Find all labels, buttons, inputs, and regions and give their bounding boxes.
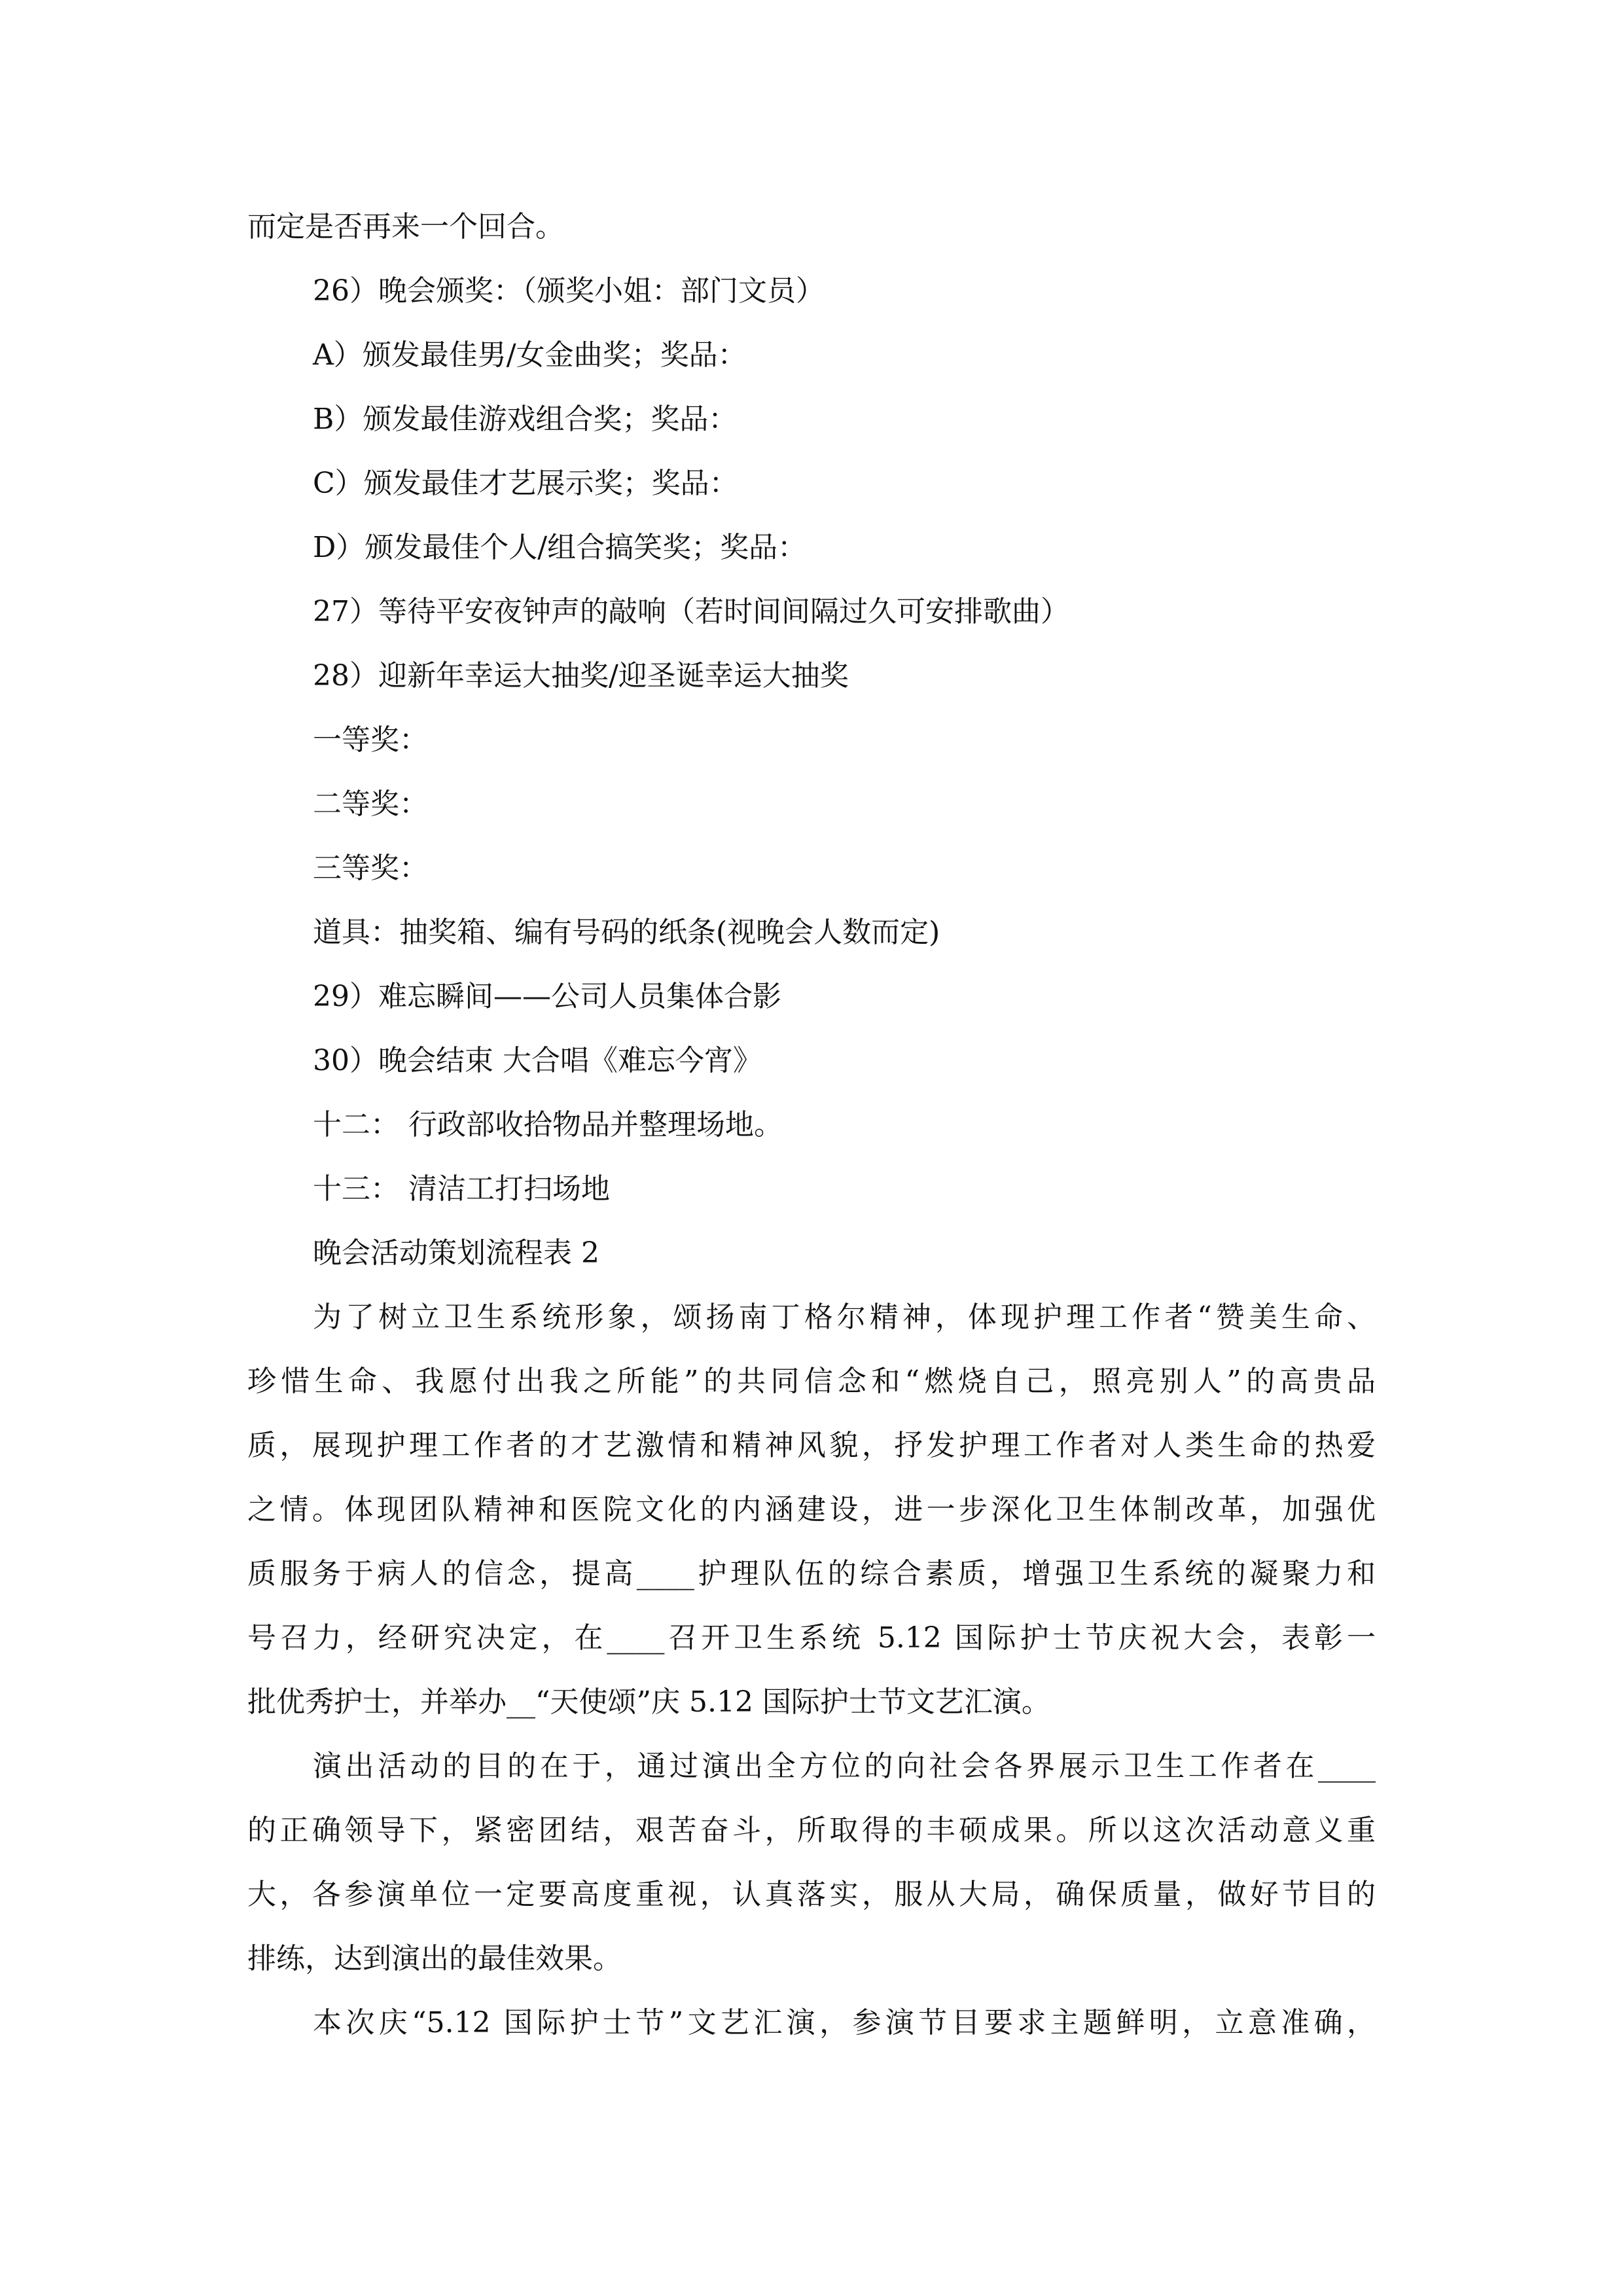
text-line: 之情。体现团队精神和医院文化的内涵建设，进一步深化卫生体制改革，加强优	[247, 1493, 1376, 1526]
text-line: 演出活动的目的在于，通过演出全方位的向社会各界展示卫生工作者在____	[313, 1749, 1376, 1783]
text-line: 26）晚会颁奖：（颁奖小姐：部门文员）	[313, 274, 825, 308]
text-line: 27）等待平安夜钟声的敲响（若时间间隔过久可安排歌曲）	[313, 595, 1069, 628]
text-line: 为了树立卫生系统形象，颂扬南丁格尔精神，体现护理工作者“赞美生命、	[313, 1300, 1376, 1334]
text-line: 而定是否再来一个回合。	[247, 210, 564, 243]
text-line: 质服务于病人的信念，提高____护理队伍的综合素质，增强卫生系统的凝聚力和	[247, 1557, 1376, 1590]
text-line: C）颁发最佳才艺展示奖；奖品：	[313, 467, 738, 500]
text-line: 30）晚会结束 大合唱《难忘今宵》	[313, 1044, 762, 1077]
text-line: 号召力，经研究决定，在____召开卫生系统 5.12 国际护士节庆祝大会，表彰一	[247, 1621, 1376, 1655]
text-line: 一等奖：	[313, 723, 428, 757]
text-line: 的正确领导下，紧密团结，艰苦奋斗，所取得的丰硕成果。所以这次活动意义重	[247, 1814, 1376, 1847]
text-line: 批优秀护士，并举办__“天使颂”庆 5.12 国际护士节文艺汇演。	[247, 1685, 1050, 1719]
text-line: 29）难忘瞬间——公司人员集体合影	[313, 980, 781, 1013]
text-line: 本次庆“5.12 国际护士节”文艺汇演，参演节目要求主题鲜明，立意准确，	[313, 2006, 1376, 2039]
text-line: 三等奖：	[313, 852, 428, 885]
text-line: 质，展现护理工作者的才艺激情和精神风貌，抒发护理工作者对人类生命的热爱	[247, 1429, 1376, 1462]
text-line: 十三： 清洁工打扫场地	[313, 1172, 610, 1206]
text-line: 28）迎新年幸运大抽奖/迎圣诞幸运大抽奖	[313, 659, 849, 692]
text-line: 大，各参演单位一定要高度重视，认真落实，服从大局，确保质量，做好节目的	[247, 1878, 1376, 1911]
text-line: 十二： 行政部收拾物品并整理场地。	[313, 1108, 783, 1141]
text-line: 二等奖：	[313, 787, 428, 821]
text-line: 排练，达到演出的最佳效果。	[247, 1942, 622, 1975]
text-line: A）颁发最佳男/女金曲奖；奖品：	[313, 338, 747, 372]
text-line: 道具：抽奖箱、编有号码的纸条(视晚会人数而定)	[313, 916, 940, 949]
text-line: 珍惜生命、我愿付出我之所能”的共同信念和“燃烧自己，照亮别人”的高贵品	[247, 1365, 1376, 1398]
section-heading: 晚会活动策划流程表 2	[313, 1236, 599, 1270]
text-line: D）颁发最佳个人/组合搞笑奖；奖品：	[313, 531, 807, 564]
text-line: B）颁发最佳游戏组合奖；奖品：	[313, 403, 738, 436]
